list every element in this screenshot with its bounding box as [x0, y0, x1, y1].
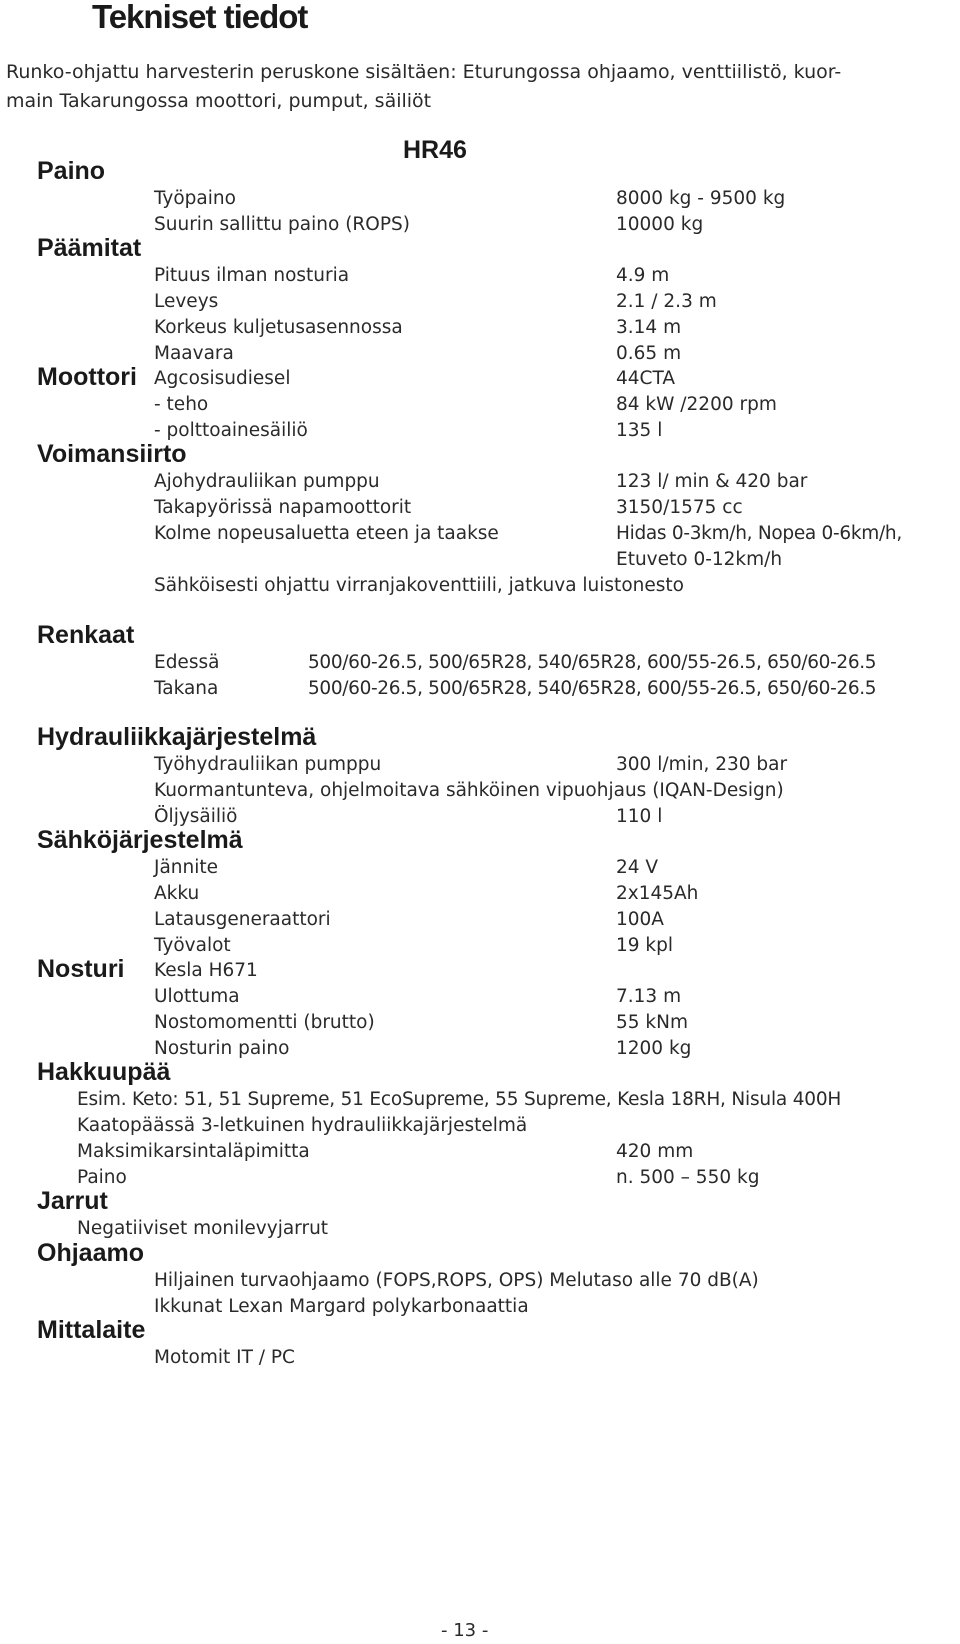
spec-value: 420 mm — [616, 1141, 694, 1162]
section-heading-mittalaite: Mittalaite — [37, 1316, 146, 1344]
page-number: - 13 - — [441, 1620, 489, 1641]
section-heading-voimansiirto: Voimansiirto — [37, 440, 187, 468]
spec-note: Esim. Keto: 51, 51 Supreme, 51 EcoSupreme, 55 Supreme, Kesla 18RH, Nisula 400H — [77, 1089, 842, 1110]
section-heading-renkaat: Renkaat — [37, 621, 135, 649]
spec-label: Akku — [154, 883, 200, 904]
spec-note: Ikkunat Lexan Margard polykarbonaattia — [154, 1296, 529, 1317]
spec-label: Kesla H671 — [154, 960, 258, 981]
section-heading-paino: Paino — [37, 157, 106, 185]
spec-note: Negatiiviset monilevyjarrut — [77, 1218, 329, 1239]
spec-label: Agcosisudiesel — [154, 368, 291, 389]
spec-value: 55 kNm — [616, 1012, 688, 1033]
spec-value: 1200 kg — [616, 1038, 692, 1059]
spec-label: Edessä — [154, 652, 220, 673]
spec-note: Sähköisesti ohjattu virranjakoventtiili, jatkuva luistonesto — [154, 575, 684, 596]
section-heading-hakkuupaa: Hakkuupää — [37, 1058, 171, 1086]
spec-value: 500/60-26.5, 500/65R28, 540/65R28, 600/55-26.5, 650/60-26.5 — [308, 652, 877, 673]
spec-label: Työvalot — [154, 935, 231, 956]
spec-label: Suurin sallittu paino (ROPS) — [154, 214, 410, 235]
spec-label: Takana — [154, 678, 219, 699]
spec-label: Kolme nopeusaluetta eteen ja taakse — [154, 523, 499, 544]
spec-label: Työpaino — [154, 188, 236, 209]
spec-label: Latausgeneraattori — [154, 909, 331, 930]
section-heading-sahko: Sähköjärjestelmä — [37, 826, 243, 854]
spec-value: 500/60-26.5, 500/65R28, 540/65R28, 600/55-26.5, 650/60-26.5 — [308, 678, 877, 699]
spec-value: 3150/1575 cc — [616, 497, 743, 518]
spec-value: 0.65 m — [616, 343, 682, 364]
spec-value: 4.9 m — [616, 265, 670, 286]
spec-label: Nostomomentti (brutto) — [154, 1012, 375, 1033]
spec-label: Jännite — [154, 857, 219, 878]
spec-label: Pituus ilman nosturia — [154, 265, 350, 286]
section-heading-hydrauliikka: Hydrauliikkajärjestelmä — [37, 723, 317, 751]
spec-label: Maavara — [154, 343, 234, 364]
spec-value: 19 kpl — [616, 935, 674, 956]
spec-value: 7.13 m — [616, 986, 682, 1007]
spec-note: Kaatopäässä 3-letkuinen hydrauliikkajärjestelmä — [77, 1115, 528, 1136]
spec-label: - polttoainesäiliö — [154, 420, 308, 441]
spec-label: Paino — [77, 1167, 127, 1188]
spec-value: 100A — [616, 909, 664, 930]
spec-value: 3.14 m — [616, 317, 682, 338]
spec-label: Öljysäiliö — [154, 806, 238, 827]
spec-value: 110 l — [616, 806, 663, 827]
spec-label: Takapyörissä napamoottorit — [154, 497, 412, 518]
spec-label: Työhydrauliikan pumppu — [154, 754, 382, 775]
spec-value: 2x145Ah — [616, 883, 699, 904]
section-heading-ohjaamo: Ohjaamo — [37, 1239, 144, 1267]
spec-label: Ulottuma — [154, 986, 240, 1007]
section-heading-paamitat: Päämitat — [37, 234, 142, 262]
spec-note: Motomit IT / PC — [154, 1347, 295, 1368]
section-heading-nosturi: Nosturi — [37, 955, 125, 983]
section-heading-moottori: Moottori — [37, 363, 137, 391]
spec-value: 24 V — [616, 857, 659, 878]
intro-text: Runko-ohjattu harvesterin peruskone sisältäen: Eturungossa ohjaamo, venttiilistö, kuor- main Takarungossa moottori, pumput, säiliöt — [6, 61, 842, 112]
spec-label: - teho — [154, 394, 209, 415]
spec-label: Korkeus kuljetusasennossa — [154, 317, 403, 338]
spec-label: Maksimikarsintaläpimitta — [77, 1141, 310, 1162]
spec-label: Nosturin paino — [154, 1038, 290, 1059]
spec-value: n. 500 – 550 kg — [616, 1167, 760, 1188]
spec-value: 10000 kg — [616, 214, 704, 235]
spec-value: 135 l — [616, 420, 663, 441]
spec-value: Hidas 0-3km/h, Nopea 0-6km/h, — [616, 523, 902, 544]
spec-value: 84 kW /2200 rpm — [616, 394, 777, 415]
spec-value: 123 l/ min & 420 bar — [616, 471, 808, 492]
model-heading: HR46 — [403, 136, 467, 164]
spec-value: 8000 kg - 9500 kg — [616, 188, 786, 209]
spec-note: Hiljainen turvaohjaamo (FOPS,ROPS, OPS) Melutaso alle 70 dB(A) — [154, 1270, 759, 1291]
page-title: Tekniset tiedot — [92, 0, 308, 35]
spec-note: Kuormantunteva, ohjelmoitava sähköinen vipuohjaus (IQAN-Design) — [154, 780, 784, 801]
spec-value-continued: Etuveto 0-12km/h — [616, 549, 783, 570]
spec-label: Leveys — [154, 291, 219, 312]
spec-value: 300 l/min, 230 bar — [616, 754, 788, 775]
section-heading-jarrut: Jarrut — [37, 1187, 108, 1215]
spec-label: Ajohydrauliikan pumppu — [154, 471, 380, 492]
spec-value: 44CTA — [616, 368, 675, 389]
spec-value: 2.1 / 2.3 m — [616, 291, 717, 312]
